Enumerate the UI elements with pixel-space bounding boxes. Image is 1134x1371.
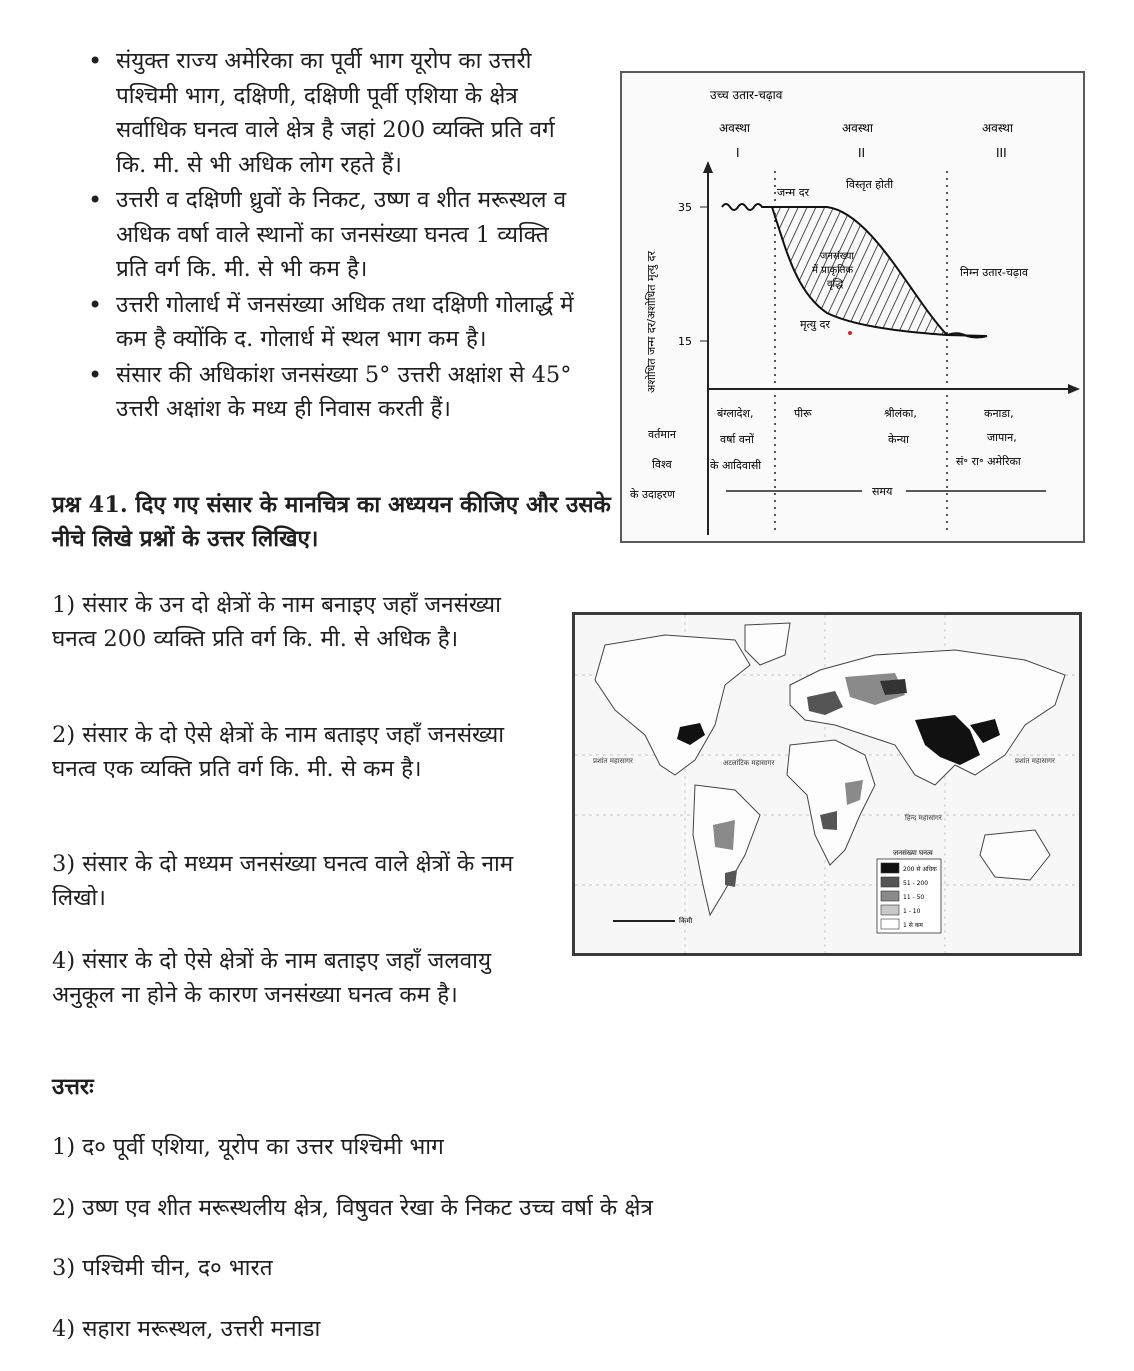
y-tick-35: 35 <box>678 201 692 214</box>
question-heading: प्रश्न 41. दिए गए संसार के मानचित्र का अध्ययन कीजिए और उसके नीचे लिखे प्रश्नों के उत्तर लिखिए। <box>52 492 611 552</box>
stage1-example-1: बंग्लादेश, <box>717 407 754 420</box>
sub-question-4: 4) संसार के दो ऐसे क्षेत्रों के नाम बताइए जहाँ जलवायु अनुकूल ना होने के कारण जनसंख्या घनत्व कम है। <box>52 948 491 1008</box>
sub-question-2: 2) संसार के दो ऐसे क्षेत्रों के नाम बताइए जहाँ जनसंख्या घनत्व एक व्यक्ति प्रति वर्ग कि. मी. से कम है। <box>52 722 505 782</box>
time-label: समय <box>872 485 893 498</box>
bullet-item: • उत्तरी गोलार्ध में जनसंख्या अधिक तथा दक्षिणी गोलार्द्ध में कम है क्योंकि द. गोलार्ध में स्थल भाग कम है। <box>86 288 586 357</box>
stage-1-word: अवस्था <box>719 121 751 135</box>
stage-2-word: अवस्था <box>842 121 874 135</box>
answer-item-2: 2) उष्ण एव शीत मरूस्थलीय क्षेत्र, विषुवत रेखा के निकट उच्च वर्षा के क्षेत्र <box>52 1195 653 1221</box>
demographic-transition-figure <box>620 71 1085 543</box>
legend-item-5: 1 से कम <box>903 922 923 929</box>
widening-label: विस्तृत होती <box>846 178 894 191</box>
legend-swatch-2 <box>881 877 899 887</box>
stage1-example-2: वर्षा वनों <box>720 433 754 446</box>
stage-3-word: अवस्था <box>982 121 1014 135</box>
low-fluctuation-label: निम्न उतार-चढ़ाव <box>960 266 1029 279</box>
sub-question-3: 3) संसार के दो मध्यम जनसंख्या घनत्व वाले क्षेत्रों के नाम लिखो। <box>52 851 514 911</box>
answer-item-4: 4) सहारा मरूस्थल, उत्तरी मनाडा <box>52 1316 321 1342</box>
stage3-example-1: कनाडा, <box>984 407 1014 420</box>
examples-heading-3: के उदाहरण <box>630 488 675 501</box>
bullet-item: • उत्तरी व दक्षिणी ध्रुवों के निकट, उष्ण व शीत मरूस्थल व अधिक वर्षा वाले स्थानों का जनसंख्या घनत्व 1 व्यक्ति प्रति वर्ग कि. मी. से भी कम है। <box>86 183 586 287</box>
examples-heading-1: वर्तमान <box>648 428 676 441</box>
legend-title: जनसंख्या घनत्व <box>893 849 933 857</box>
legend-swatch-3 <box>881 891 899 901</box>
ocean-label-pacific-west: प्रशांत महासागर <box>593 757 633 765</box>
map-legend <box>877 849 941 933</box>
sub-question-1: 1) संसार के उन दो क्षेत्रों के नाम बनाइए जहाँ जनसंख्या घनत्व 200 व्यक्ति प्रति वर्ग कि. मी. से अधिक है। <box>52 592 501 652</box>
stage3-example-2: जापान, <box>987 431 1017 444</box>
legend-item-1: 200 से अधिक <box>903 866 937 873</box>
ocean-label-atlantic: अटलांटिक महासागर <box>723 759 775 767</box>
bullet-item: • संसार की अधिकांश जनसंख्या 5° उत्तरी अक्षांश से 45° उत्तरी अक्षांश के मध्य ही निवास करती हैं। <box>86 358 586 427</box>
stage-3-number: III <box>996 146 1007 160</box>
legend-item-3: 11 - 50 <box>903 894 925 901</box>
answer-item-3: 3) पश्चिमी चीन, द० भारत <box>52 1255 273 1281</box>
ocean-label-indian: हिन्द महासागर <box>905 814 942 822</box>
legend-item-4: 1 - 10 <box>903 908 921 915</box>
world-population-density-map <box>572 612 1082 956</box>
scale-label: किमी <box>679 917 693 925</box>
bullet-item: • संयुक्त राज्य अमेरिका का पूर्वी भाग यूरोप का उत्तरी पश्चिमी भाग, दक्षिणी, दक्षिणी पूर्वी एशिया के क्षेत्र सर्वाधिक घनत्व वाले क्षेत्र है जहां 200 व्यक्ति प्रति वर्ग कि. मी. से भी अधिक लोग रहते हैं। <box>86 44 586 182</box>
growth-label-1: जनसंख्या <box>820 251 854 262</box>
stage-1-number: I <box>736 146 740 160</box>
examples-heading-2: विश्व <box>652 458 672 471</box>
birth-rate-label: जन्म दर <box>777 186 810 199</box>
answer-title: उत्तरः <box>52 1074 94 1100</box>
legend-item-2: 51 - 200 <box>903 880 929 887</box>
legend-swatch-4 <box>881 905 899 915</box>
stage2-example-b2: केन्या <box>888 433 909 446</box>
growth-label-2: में प्राकृतिक <box>812 265 854 276</box>
stage1-example-3: के आदिवासी <box>710 459 762 472</box>
stage2-example-a: पीरू <box>794 407 812 420</box>
answer-item-1: 1) द० पूर्वी एशिया, यूरोप का उत्तर पश्चिमी भाग <box>52 1134 444 1160</box>
top-label: उच्च उतार-चढ़ाव <box>710 88 783 102</box>
legend-swatch-1 <box>881 863 899 873</box>
y-tick-15: 15 <box>678 335 692 348</box>
bullet-list <box>86 44 586 428</box>
ocean-label-pacific-east: प्रशांत महासागर <box>1015 757 1055 765</box>
death-rate-label: मृत्यु दर <box>800 318 830 331</box>
stage3-example-3: सं॰ रा॰ अमेरिका <box>956 455 1021 468</box>
growth-label-3: वृद्धि <box>827 279 844 290</box>
legend-swatch-5 <box>881 919 899 929</box>
y-axis-label: अशोधित जन्म दर/अशोधित मृत्यु दर <box>645 251 658 393</box>
stage2-example-b1: श्रीलंका, <box>884 407 917 420</box>
stage-2-number: II <box>858 146 866 160</box>
